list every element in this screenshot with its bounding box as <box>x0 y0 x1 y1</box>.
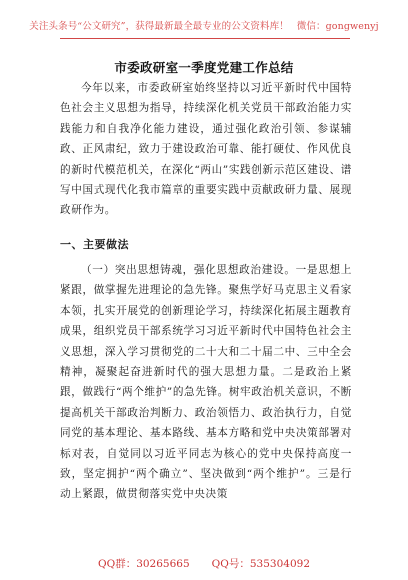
header-banner <box>0 18 408 32</box>
qq-group-label: QQ群：30265665 <box>97 558 190 570</box>
body-paragraph: （一）突出思想铸魂，强化思想政治建设。一是思想上紧跟，做掌握先进理论的急先锋。聚焦学好马克思主义看家本领，扎实开展党的创新理论学习，持续深化拓展主题教育成果，组织党员干部系统学习习近平新时代中国特色社会主义思想，深入学习贯彻党的二十大和二十届二中、三中全会精神，凝聚起奋进新时代的强大思想力量。二是政治上紧跟，做践行“两个维护”的急先锋。树牢政治机关意识，不断提高机关干部政治判断力、政治领悟力、政治执行力，自觉同党的基本理论、基本路线、基本方略和党中央决策部署对标对表，自觉同以习近平同志为核心的党中央保持高度一致，坚定拥护“两个确立”、坚决做到“两个维护”。三是行动上紧跟，做贯彻落实党中央决策 <box>60 264 352 501</box>
section-heading: 一、主要做法 <box>60 238 129 251</box>
promo-text: 关注头条号“公文研究”，获得最新最全最专业的公文资料库！ <box>29 21 289 32</box>
qq-number-label: QQ号：535304092 <box>211 558 310 570</box>
intro-paragraph: 今年以来，市委政研室始终坚持以习近平新时代中国特色社会主义思想为指导，持续深化机关党员干部政治能力实践能力和自我净化能力建设，通过强化政治引领、参谋辅政、正风肃纪，致力于建设政治可靠、能打硬仗、作风优良的新时代模范机关，在深化“两山”实践创新示范区建设、谱写中国式现代化我市篇章的重要实践中贡献政研力量、展现政研作为。 <box>60 82 352 217</box>
wechat-label: 微信：gongwenyj <box>296 21 379 32</box>
header-divider <box>60 38 350 39</box>
document-title: 市委政研室一季度党建工作总结 <box>114 60 294 75</box>
footer-contact <box>0 556 408 571</box>
